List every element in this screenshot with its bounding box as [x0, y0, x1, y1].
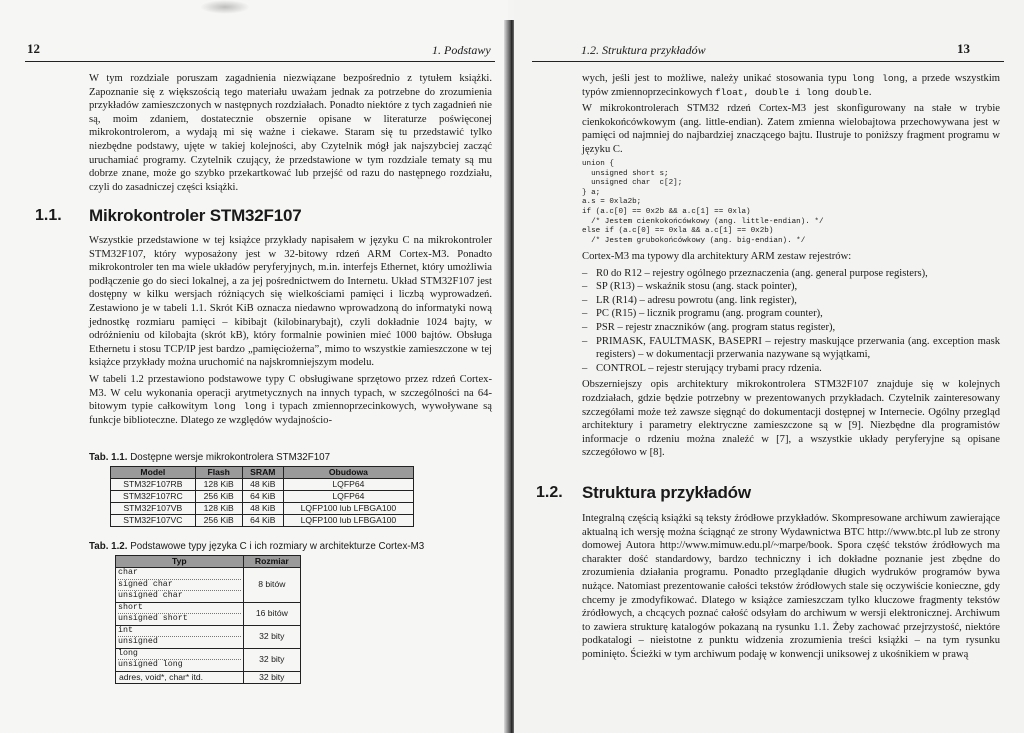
table2-caption: Tab. 1.2. Podstawowe typy języka C i ich rozmiary w architekturze Cortex-M3 — [89, 541, 425, 552]
table-cell: LQFP100 lub LFBGA100 — [283, 503, 413, 515]
section-1-1-body — [89, 234, 492, 430]
header-rule-left — [25, 61, 495, 62]
para-little-endian: W mikrokontrolerach STM32 rdzeń Cortex-M3 jest skonfigurowany na stałe w trybie cienkokońcówkowym (ang. little-endian). Zatem zmienna wielobajtowa przechowywana jest w pamięci od najmniej do najbardziej znaczącego bajtu. Ilustruje to poniższy fragment programu w języku C. — [582, 103, 1000, 155]
type-name: int — [118, 626, 241, 638]
page-number-right: 13 — [957, 41, 970, 56]
table-mcu-versions — [110, 466, 414, 527]
code-listing-endian — [582, 160, 824, 246]
section-title-1-1: Mikrokontroler STM32F107 — [89, 206, 302, 225]
table-cell: STM32F107RC — [111, 491, 196, 503]
type-names-cell: adres, void*, char* itd. — [116, 671, 244, 683]
table-cell: 256 KiB — [195, 515, 242, 527]
table1-header: SRAM — [242, 467, 283, 479]
table2-header: Rozmiar — [243, 556, 300, 568]
intro-paragraph: W tym rozdziale poruszam zagadnienia niezwiązane bezpośrednio z tytułem książki. Zapoznanie się z większością tego materiału uważam jednak za potrzebne do zrozumienia przykładów zamieszczonych w następnych rozdziałach. Ponadto niektóre z tych zagadnień nie są, moim zdaniem, dostatecznie obszernie opisane w literaturze poświęconej mikrokontrolerom, a wydają mi się ważne i ciekawe. Staram się tu przedstawić tylko niezbędne podstawy, ujęte w takiej kolejności, aby Czytelnik mógł jak najszybciej zacząć uruchamiać programy. Czytelnik czujący, że przedstawione w tym rozdziale tematy są mu dobrze znane, może go szybko przekartkować lub przejść od razu do następnego rozdziału, czyli do zasadniczej części książki. — [89, 73, 492, 193]
table-cell: STM32F107VB — [111, 503, 196, 515]
type-size-cell: 32 bity — [243, 671, 300, 683]
table1-caption: Tab. 1.1. Dostępne wersje mikrokontrolera STM32F107 — [89, 452, 331, 463]
table-c-types — [115, 555, 301, 684]
code-line: unsigned char c[2]; — [582, 179, 683, 188]
type-name: signed char — [118, 580, 241, 592]
code-line: unsigned short s; — [582, 169, 669, 178]
list-item: – PSR – rejestr znaczników (ang. program status register), — [582, 321, 836, 333]
section-1-2-body — [582, 512, 1000, 665]
section-title-1-2: Struktura przykładów — [582, 483, 751, 502]
register-list — [582, 267, 1000, 376]
table-row — [116, 648, 301, 671]
code-line: } a; — [582, 188, 601, 197]
left-page — [0, 0, 508, 733]
table-cell: 64 KiB — [242, 515, 283, 527]
table-cell: 64 KiB — [242, 491, 283, 503]
running-head-right: 1.2. Struktura przykładów — [581, 43, 706, 57]
list-item: – R0 do R12 – rejestry ogólnego przeznaczenia (ang. general purpose registers), — [582, 267, 928, 279]
table-row — [116, 602, 301, 625]
table-cell: 128 KiB — [195, 479, 242, 491]
type-name: short — [118, 603, 241, 615]
type-names-cell — [116, 602, 244, 625]
right-page — [514, 0, 1024, 733]
code-line: union { — [582, 160, 614, 168]
table-cell: STM32F107RB — [111, 479, 196, 491]
right-top-text — [582, 72, 1000, 160]
table-row — [116, 568, 301, 603]
table-row — [111, 479, 414, 491]
type-name: unsigned char — [118, 591, 183, 600]
code-line: else if (a.c[0] == 0xla && a.c[1] == 0x2b) — [582, 227, 774, 236]
page-number-left: 12 — [27, 41, 40, 56]
type-size-cell: 32 bity — [243, 625, 300, 648]
para-basic-types: W tabeli 1.2 przestawiono podstawowe typy C obsługiwane sprzętowo przez rdzeń Cortex-M3. W celu wykonania operacji arytmetycznych na innych typach, w szczególności na 64-bitowym typie całkowitym long long i typach zmiennoprzecinkowych, wywoływane są funkcje biblioteczne. Dlatego ze względów wydajnościo- — [89, 373, 492, 426]
header-rule-right — [532, 61, 1004, 62]
type-name: unsigned short — [118, 614, 188, 623]
type-names-cell — [116, 648, 244, 671]
table-cell: 256 KiB — [195, 491, 242, 503]
table-row — [116, 625, 301, 648]
type-size-cell: 16 bitów — [243, 602, 300, 625]
code-line: if (a.c[0] == 0x2b && a.c[1] == 0xla) — [582, 207, 751, 216]
table1-header: Obudowa — [283, 467, 413, 479]
table-cell: 48 KiB — [242, 503, 283, 515]
type-names-cell — [116, 625, 244, 648]
table-row — [116, 671, 301, 683]
para-examples-structure: Integralną częścią książki są teksty źródłowe przykładów. Skompresowane archiwum zawierające aktualną ich wersję można ściągnąć ze strony Wydawnictwa BTC http://www.btc.pl lub ze strony domowej Autora http://www.mimuw.edu.pl/~marpe/book. Spora część tekstów źródłowych ma charakter dość standardowy, bardzo techniczny i ich dokładne poznanie jest zbędne do zrozumienia działania programu. Ponadto przeglądanie długich wydruków programów bywa nużące. Natomiast prezentowanie całości tekstów źródłowych stale się oczywiście konieczne, gdy chcemy je zmodyfikować. Dlatego w książce zamieszczam tylko kluczowe fragmenty tekstów źródłowych, a chcących poznać całość odsyłam do archiwum w wersji elektronicznej. Archiwum to zawiera strukturę katalogów pokazaną na rysunku 1.1. Żeby zachować przejrzystość, niektóre podkatalogi – nieistotne z punktu widzenia zrozumienia treści książki – na tym rysunku pominięto. Ścieżki w tym archiwum podaję w konwencji uniksowej z ukośnikiem w prawą — [582, 513, 1000, 660]
list-item: – LR (R14) – adresu powrotu (ang. link register), — [582, 294, 797, 306]
table-cell: LQFP64 — [283, 479, 413, 491]
list-item: – PC (R15) – licznik programu (ang. program counter), — [582, 308, 823, 320]
code-line: a.s = 0xla2b; — [582, 198, 642, 207]
list-item: – CONTROL – rejestr sterujący trybami pracy rdzenia. — [582, 362, 822, 374]
table-cell: LQFP64 — [283, 491, 413, 503]
type-name: long — [118, 649, 241, 661]
table-cell: 128 KiB — [195, 503, 242, 515]
table1-header: Model — [111, 467, 196, 479]
type-name: unsigned long — [118, 660, 183, 669]
registers-block — [582, 250, 1000, 463]
table-row — [111, 491, 414, 503]
table-row — [111, 515, 414, 527]
table-cell: STM32F107VC — [111, 515, 196, 527]
section-number-1-1: 1.1. — [35, 207, 62, 224]
para-register-set: Cortex-M3 ma typowy dla architektury ARM zestaw rejestrów: — [582, 251, 852, 262]
table-cell: 48 KiB — [242, 479, 283, 491]
code-line: /* Jestem cienkokońcówkowy (ang. little-endian). */ — [582, 217, 824, 226]
para-mcu-intro: Wszystkie przedstawione w tej książce przykłady napisałem w języku C na mikrokontroler STM32F107, który wyposażony jest w 32-bitowy rdzeń ARM Cortex-M3. Ponadto mikrokontroler ten ma wiele układów peryferyjnych, m.in. interfejs Ethernet, który umożliwia podłączenie go do sieci lokalnej, a za jej pośrednictwem do Internetu. Układ STM32F107 jest dostępny w kilku wersjach różniących się wielkościami pamięci i liczbą wyprowadzeń. Zestawiono je w tabeli 1.1. Skrót KiB oznacza niedawno wprowadzoną do informatyki nową jednostkę rozmiaru pamięci – kibibajt (kilobinarybajt), czyli dokładnie 1024 bajty, w odróżnieniu od kilobajta (skrót kB), który formalnie powinien mieć 1000 bajtów. Obsługa Ethernetu i stosu TCP/IP jest bardzo „pamięciożerna”, mimo to wszystkie zamieszczone w tej książce przykłady można uruchomić na najskromniejszym modelu. — [89, 235, 492, 369]
type-names-cell — [116, 568, 244, 603]
type-size-cell: 32 bity — [243, 648, 300, 671]
para-avoid-long-long: wych, jeśli jest to możliwe, należy unikać stosowania typu long long, a przede wszystkim typów zmiennoprzecinkowych float, double i long double. — [582, 73, 1001, 98]
table1-header: Flash — [195, 467, 242, 479]
running-head-left: 1. Podstawy — [432, 43, 491, 57]
type-name: char — [118, 568, 241, 580]
scan-smudge — [200, 0, 250, 14]
list-item: – PRIMASK, FAULTMASK, BASEPRI – rejestry maskujące przerwania (ang. exception mask registers) – w dokumentacji przerwania nazywane są wyjątkami, — [582, 335, 1000, 361]
list-item: – SP (R13) – wskaźnik stosu (ang. stack pointer), — [582, 281, 798, 293]
table-row — [111, 503, 414, 515]
code-line: /* Jestem grubokońcówkowy (ang. big-endian). */ — [582, 236, 806, 245]
para-architecture-docs: Obszerniejszy opis architektury mikrokontrolera STM32F107 znajduje się w kolejnych rozdziałach, gdzie będzie potrzebny w prezentowanych przykładach. Czytelnik zainteresowany szczegółami może też zawsze sięgnąć do dokumentacji dostępnej w Internecie. Ogólny przegląd architektury i parametry elektryczne zamieszczone są w [9]. Niezbędne dla programistów informacje o rdzeniu można znaleźć w [7], a wszystkie układy peryferyjne są opisane szczegółowo w [8]. — [582, 379, 1000, 459]
section-number-1-2: 1.2. — [536, 484, 563, 501]
table2-header: Typ — [116, 556, 244, 568]
type-size-cell: 8 bitów — [243, 568, 300, 603]
table-cell: LQFP100 lub LFBGA100 — [283, 515, 413, 527]
type-name: unsigned — [118, 637, 158, 646]
